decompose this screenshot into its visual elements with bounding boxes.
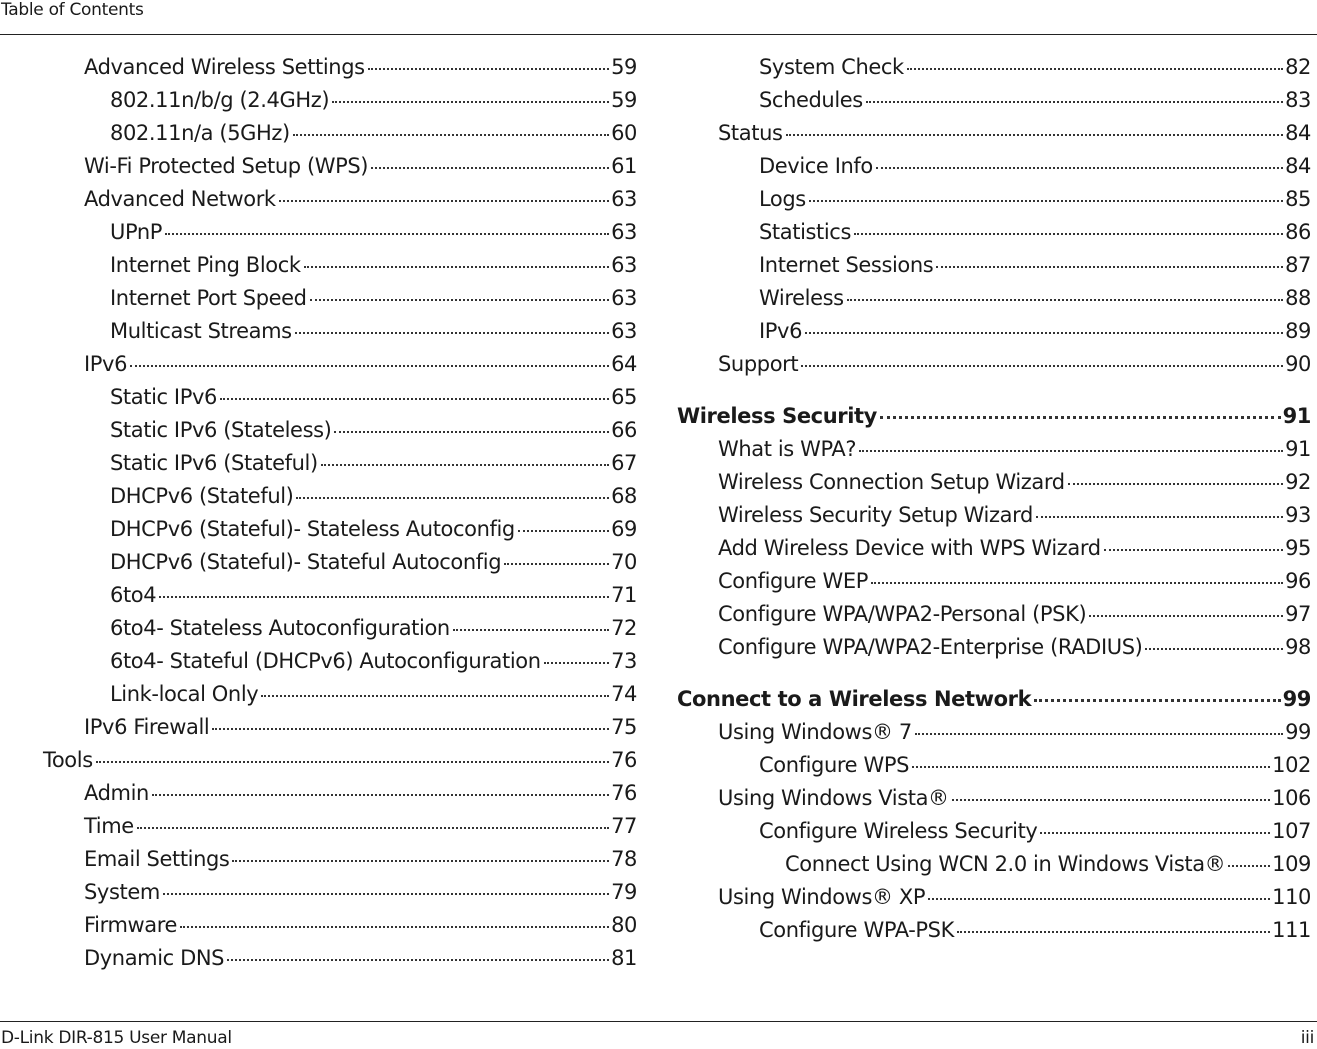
toc-entry[interactable] — [0, 319, 637, 352]
dot-leader — [453, 629, 609, 631]
toc-entry-page: 63 — [611, 319, 637, 343]
toc-entry-title: Wireless Security — [677, 404, 877, 428]
dot-leader — [371, 167, 609, 169]
toc-entry-page: 109 — [1272, 852, 1311, 876]
toc-entry[interactable] — [636, 220, 1311, 253]
toc-entry-page: 63 — [611, 286, 637, 310]
toc-entry[interactable] — [636, 88, 1311, 121]
dot-leader — [159, 596, 609, 598]
toc-entry-page: 77 — [611, 814, 637, 838]
toc-entry-page: 96 — [1285, 569, 1311, 593]
toc-entry-page: 70 — [611, 550, 637, 574]
toc-entry-title: Configure WPA/WPA2-Enterprise (RADIUS) — [718, 635, 1143, 659]
toc-entry-title: Static IPv6 (Stateless) — [110, 418, 332, 442]
toc-entry-page: 88 — [1285, 286, 1311, 310]
dot-leader — [859, 450, 1283, 452]
toc-entry[interactable] — [0, 220, 637, 253]
toc-entry[interactable] — [636, 885, 1311, 918]
toc-entry-page: 63 — [611, 220, 637, 244]
toc-entry-title: Wi-Fi Protected Setup (WPS) — [84, 154, 369, 178]
toc-entry-page: 78 — [611, 847, 637, 871]
toc-entry-page: 59 — [611, 88, 637, 112]
dot-leader — [279, 200, 609, 202]
toc-entry[interactable] — [0, 154, 637, 187]
toc-entry-page: 61 — [611, 154, 637, 178]
dot-leader — [296, 497, 609, 499]
toc-entry[interactable] — [0, 88, 637, 121]
dot-leader — [957, 931, 1270, 933]
toc-entry[interactable] — [0, 253, 637, 286]
toc-entry[interactable] — [636, 602, 1311, 635]
dot-leader — [137, 827, 609, 829]
dot-leader — [854, 233, 1283, 235]
dot-leader — [220, 398, 609, 400]
toc-entry[interactable] — [0, 187, 637, 220]
toc-entry-title: DHCPv6 (Stateful)- Stateful Autoconfig — [110, 550, 502, 574]
toc-entry-page: 97 — [1285, 602, 1311, 626]
toc-entry-page: 91 — [1282, 404, 1311, 428]
toc-entry-title: Advanced Network — [84, 187, 276, 211]
toc-entry-title: IPv6 — [84, 352, 128, 376]
dot-leader — [321, 464, 609, 466]
toc-entry-page: 68 — [611, 484, 637, 508]
dot-leader — [805, 332, 1283, 334]
toc-entry[interactable] — [0, 286, 637, 319]
toc-entry[interactable] — [0, 748, 637, 781]
dot-leader — [1068, 483, 1283, 485]
toc-entry[interactable] — [636, 470, 1311, 503]
dot-leader — [180, 926, 609, 928]
toc-right-column — [636, 55, 1311, 951]
dot-leader — [928, 898, 1270, 900]
dot-leader — [518, 530, 609, 532]
dot-leader — [334, 431, 609, 433]
toc-entry-title: Wireless Security Setup Wizard — [718, 503, 1033, 527]
toc-entry[interactable] — [636, 352, 1311, 385]
footer-divider — [0, 1021, 1317, 1022]
toc-entry-title: Configure Wireless Security — [759, 819, 1038, 843]
dot-leader — [912, 766, 1270, 768]
toc-entry[interactable] — [636, 687, 1311, 720]
toc-entry-page: 89 — [1285, 319, 1311, 343]
toc-entry-page: 64 — [611, 352, 637, 376]
toc-entry-title: Support — [718, 352, 799, 376]
toc-entry[interactable] — [636, 404, 1311, 437]
toc-entry[interactable] — [636, 55, 1311, 88]
toc-entry[interactable] — [0, 946, 637, 979]
toc-entry-title: 6to4- Stateful (DHCPv6) Autoconfiguration — [110, 649, 541, 673]
dot-leader — [227, 959, 609, 961]
toc-entry-page: 80 — [611, 913, 637, 937]
toc-entry-title: Dynamic DNS — [84, 946, 225, 970]
toc-entry[interactable] — [0, 814, 637, 847]
toc-entry-page: 107 — [1272, 819, 1311, 843]
toc-entry-page: 83 — [1285, 88, 1311, 112]
dot-leader — [866, 101, 1283, 103]
toc-entry-title: DHCPv6 (Stateful) — [110, 484, 294, 508]
toc-entry[interactable] — [0, 649, 637, 682]
toc-entry-page: 86 — [1285, 220, 1311, 244]
toc-entry-title: Internet Sessions — [759, 253, 934, 277]
dot-leader — [1034, 699, 1280, 702]
dot-leader — [368, 68, 609, 70]
toc-entry-title: Tools — [43, 748, 93, 772]
toc-entry[interactable] — [0, 913, 637, 946]
toc-entry-page: 110 — [1272, 885, 1311, 909]
toc-entry[interactable] — [636, 536, 1311, 569]
toc-entry-title: Configure WEP — [718, 569, 868, 593]
toc-entry[interactable] — [0, 781, 637, 814]
toc-entry-title: Configure WPA-PSK — [759, 918, 954, 942]
toc-entry[interactable] — [636, 503, 1311, 536]
toc-entry-title: Schedules — [759, 88, 863, 112]
toc-entry[interactable] — [636, 852, 1311, 885]
toc-entry[interactable] — [636, 121, 1311, 154]
toc-entry-title: Admin — [84, 781, 149, 805]
dot-leader — [1104, 549, 1283, 551]
toc-entry-title: DHCPv6 (Stateful)- Stateless Autoconfig — [110, 517, 515, 541]
toc-entry-title: 6to4- Stateless Autoconfiguration — [110, 616, 450, 640]
toc-entry[interactable] — [0, 451, 637, 484]
toc-entry-title: Status — [718, 121, 783, 145]
dot-leader — [801, 365, 1283, 367]
toc-entry[interactable] — [636, 753, 1311, 786]
dot-leader — [809, 200, 1283, 202]
toc-entry[interactable] — [0, 550, 637, 583]
dot-leader — [786, 134, 1284, 136]
dot-leader — [880, 416, 1281, 419]
toc-entry-title: Connect to a Wireless Network — [677, 687, 1032, 711]
toc-entry[interactable] — [0, 847, 637, 880]
toc-entry[interactable] — [0, 121, 637, 154]
toc-entry[interactable] — [0, 385, 637, 418]
dot-leader — [907, 68, 1283, 70]
toc-entry-title: Wireless — [759, 286, 844, 310]
dot-leader — [1040, 832, 1270, 834]
toc-entry-title: What is WPA? — [718, 437, 857, 461]
toc-entry-page: 81 — [611, 946, 637, 970]
toc-entry[interactable] — [636, 154, 1311, 187]
toc-entry[interactable] — [636, 253, 1311, 286]
dot-leader — [332, 101, 609, 103]
dot-leader — [293, 134, 609, 136]
toc-entry-page: 93 — [1285, 503, 1311, 527]
dot-leader — [544, 662, 609, 664]
dot-leader — [232, 860, 609, 862]
toc-entry-title: Internet Port Speed — [110, 286, 307, 310]
toc-entry-title: Wireless Connection Setup Wizard — [718, 470, 1065, 494]
dot-leader — [1228, 865, 1270, 867]
page-header-title: Table of Contents — [1, 0, 144, 20]
toc-entry-title: Internet Ping Block — [110, 253, 301, 277]
toc-entry-title: Email Settings — [84, 847, 230, 871]
dot-leader — [876, 167, 1283, 169]
toc-entry[interactable] — [636, 286, 1311, 319]
toc-entry-page: 73 — [611, 649, 637, 673]
toc-entry[interactable] — [636, 187, 1311, 220]
dot-leader — [847, 299, 1283, 301]
toc-entry[interactable] — [636, 437, 1311, 470]
toc-entry-page: 72 — [611, 616, 637, 640]
toc-entry[interactable] — [0, 583, 637, 616]
toc-entry-page: 60 — [611, 121, 637, 145]
toc-entry-page: 69 — [611, 517, 637, 541]
header-divider — [0, 34, 1317, 35]
toc-entry-page: 87 — [1285, 253, 1311, 277]
toc-entry-title: 802.11n/a (5GHz) — [110, 121, 290, 145]
toc-entry-page: 90 — [1285, 352, 1311, 376]
dot-leader — [871, 582, 1283, 584]
toc-entry-title: Static IPv6 — [110, 385, 217, 409]
dot-leader — [96, 761, 609, 763]
dot-leader — [152, 794, 609, 796]
dot-leader — [130, 365, 609, 367]
toc-entry-title: Link-local Only — [110, 682, 259, 706]
toc-entry[interactable] — [0, 880, 637, 913]
dot-leader — [915, 733, 1283, 735]
toc-entry-page: 66 — [611, 418, 637, 442]
toc-entry-page: 79 — [611, 880, 637, 904]
toc-entry-page: 99 — [1282, 687, 1311, 711]
dot-leader — [1036, 516, 1283, 518]
toc-entry-page: 102 — [1272, 753, 1311, 777]
toc-entry-title: Add Wireless Device with WPS Wizard — [718, 536, 1101, 560]
dot-leader — [163, 893, 609, 895]
dot-leader — [952, 799, 1270, 801]
toc-entry[interactable] — [636, 819, 1311, 852]
toc-entry-page: 91 — [1285, 437, 1311, 461]
toc-entry[interactable] — [636, 569, 1311, 602]
toc-entry-page: 63 — [611, 253, 637, 277]
dot-leader — [504, 563, 609, 565]
toc-entry-page: 111 — [1272, 918, 1311, 942]
toc-left-column — [0, 55, 637, 979]
toc-entry-page: 84 — [1285, 154, 1311, 178]
footer-page-number: iii — [1300, 1028, 1314, 1048]
toc-entry-page: 84 — [1285, 121, 1311, 145]
toc-entry[interactable] — [0, 715, 637, 748]
toc-entry-page: 67 — [611, 451, 637, 475]
toc-entry-page: 99 — [1285, 720, 1311, 744]
toc-entry[interactable] — [0, 484, 637, 517]
toc-entry-page: 76 — [611, 748, 637, 772]
toc-entry[interactable] — [636, 319, 1311, 352]
toc-entry-page: 71 — [611, 583, 637, 607]
toc-entry-title: IPv6 Firewall — [84, 715, 210, 739]
toc-entry-page: 85 — [1285, 187, 1311, 211]
toc-entry-page: 76 — [611, 781, 637, 805]
toc-entry[interactable] — [0, 616, 637, 649]
toc-entry-title: IPv6 — [759, 319, 803, 343]
toc-entry[interactable] — [636, 786, 1311, 819]
toc-entry-page: 63 — [611, 187, 637, 211]
toc-entry-title: Multicast Streams — [110, 319, 292, 343]
toc-entry[interactable] — [0, 352, 637, 385]
toc-entry-page: 106 — [1272, 786, 1311, 810]
toc-entry-title: Using Windows Vista® — [718, 786, 949, 810]
toc-entry-title: Device Info — [759, 154, 873, 178]
toc-entry-title: Static IPv6 (Stateful) — [110, 451, 318, 475]
footer-manual-title: D-Link DIR-815 User Manual — [1, 1028, 232, 1048]
toc-entry-page: 82 — [1285, 55, 1311, 79]
toc-entry-title: Statistics — [759, 220, 851, 244]
dot-leader — [1145, 648, 1283, 650]
dot-leader — [165, 233, 609, 235]
toc-entry-title: 6to4 — [110, 583, 157, 607]
dot-leader — [304, 266, 609, 268]
toc-entry-page: 65 — [611, 385, 637, 409]
toc-entry-page: 92 — [1285, 470, 1311, 494]
toc-entry-title: Logs — [759, 187, 806, 211]
toc-entry[interactable] — [636, 918, 1311, 951]
dot-leader — [261, 695, 609, 697]
toc-entry[interactable] — [0, 682, 637, 715]
toc-entry-page: 74 — [611, 682, 637, 706]
toc-entry[interactable] — [636, 635, 1311, 668]
dot-leader — [295, 332, 609, 334]
toc-entry[interactable] — [0, 55, 637, 88]
toc-entry-title: Configure WPS — [759, 753, 910, 777]
toc-entry[interactable] — [0, 418, 637, 451]
dot-leader — [310, 299, 609, 301]
toc-entry-title: 802.11n/b/g (2.4GHz) — [110, 88, 330, 112]
dot-leader — [1089, 615, 1283, 617]
toc-entry-title: System — [84, 880, 160, 904]
toc-entry-title: System Check — [759, 55, 904, 79]
toc-entry-title: Configure WPA/WPA2-Personal (PSK) — [718, 602, 1087, 626]
toc-entry-title: Firmware — [84, 913, 178, 937]
toc-entry-page: 59 — [611, 55, 637, 79]
toc-entry-page: 75 — [611, 715, 637, 739]
toc-entry-title: Connect Using WCN 2.0 in Windows Vista® — [785, 852, 1226, 876]
toc-entry-title: Using Windows® XP — [718, 885, 926, 909]
dot-leader — [212, 728, 609, 730]
toc-entry-page: 98 — [1285, 635, 1311, 659]
toc-entry-title: Advanced Wireless Settings — [84, 55, 365, 79]
toc-entry[interactable] — [0, 517, 637, 550]
toc-entry-page: 95 — [1285, 536, 1311, 560]
toc-entry[interactable] — [636, 720, 1311, 753]
toc-entry-title: Time — [84, 814, 134, 838]
dot-leader — [936, 266, 1283, 268]
toc-entry-title: Using Windows® 7 — [718, 720, 912, 744]
toc-entry-title: UPnP — [110, 220, 163, 244]
